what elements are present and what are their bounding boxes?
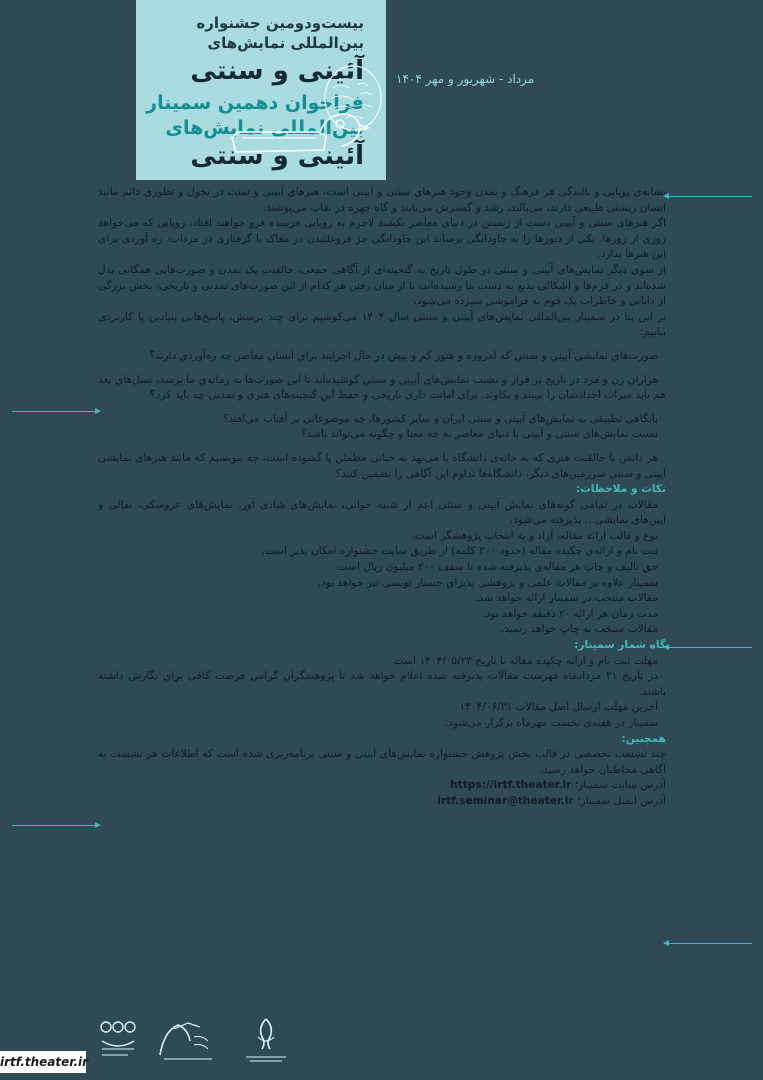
- call-body: [98, 185, 666, 810]
- seminar-call-line3: آئینی و سنتی: [190, 141, 364, 171]
- note-item: ▸ حق تالیف و چاپ هر مقاله‌ی پذیرفته شده تا سقف ۲۰۰ میلیون ریال است.: [98, 560, 666, 576]
- seminar-call-line1: فراخوان دهمین سمینار: [146, 92, 364, 114]
- note-item: ▸ مقالات منتخب به چاپ خواهد رسید.: [98, 622, 666, 638]
- site-watermark: [0, 1051, 89, 1073]
- note-item: ▸ مقالات منتخب در سمینار ارائه خواهد شد.: [98, 591, 666, 607]
- intro-paragraph: بر این بنا در سمینار بین‌المللی نمایش‌های آیینی و سنتی سال ۱۴۰۴ می‌کوشیم برای چند پرسش، پاسخ‌هایی بنیادین یا کاربردی بیابیم:: [98, 310, 666, 339]
- question-item: ▸ هزاران زن و مرد در تاریخ پر فراز و نشیب نمایش‌های آیینی و سنتی کوشیده‌اند تا این صورت‌ها به زمانه‌ی ما برسد، نسل‌های بعد هم باید میراث اجدادشان را ببینند و بکاوند. برای امانت داری تاریخی و حفظ این گنجینه‌های هنری و تمدنی چه باید کرد؟: [98, 373, 666, 404]
- timeline-item: ▸ سمینار در هفته‌ی نخست مهرماه برگزار می‌شود.: [98, 716, 666, 732]
- dramatic-arts-center-logo-icon: [154, 1015, 218, 1063]
- ministry-of-culture-logo-icon: [238, 1015, 294, 1063]
- festival-title-line3: آئینی و سنتی: [190, 56, 364, 86]
- email-link[interactable]: irtf.seminar@theater.ir: [437, 794, 574, 807]
- notes-heading: نکات و ملاحظات:: [575, 483, 666, 496]
- decorative-arrow: [666, 196, 752, 197]
- watermark-text: irtf.theater.ir: [0, 1055, 89, 1069]
- festival-title-line1: بیست‌ودومین جشنواره: [196, 14, 364, 32]
- also-heading: همچنین:: [621, 732, 666, 745]
- intro-paragraph: از سوی دیگر نمایش‌های آیینی و سنتی در طول تاریخ به گنجینه‌ای از آگاهی جمعی، خالقیت یک تمدن و صورت‌هایی همگانی بدل شده‌اند و در فرم‌ها و اشکالی بدیع به دست ما رسیده‌اند، با از میان رفتن هر کدام از این صورت‌های تمدنی و تاریخی، بخش بزرگی از دانایی و خاطرات یک قوم به فراموشی سپرده می‌شود.: [98, 263, 666, 308]
- site-row: [98, 778, 666, 794]
- timeline-item: ▸ مهلت ثبت نام و ارائه چکیده مقاله تا تاریخ ۱۴۰۴/۰۵/۲۳ است.: [98, 654, 666, 670]
- decorative-arrow: [12, 411, 98, 412]
- question-item: ▸ هر دانش یا خالقیت هنری که به خانه‌ی دانشگاه پا می‌نهد به حیاتی مطمئن پا گشوده است، چه بنویسیم که مانند هنرهای نمایشی آیینی و سنتی سرزمین‌های دیگر، دانشگاه‌ها تداوم این آگاهی را تضمین کنند؟: [98, 451, 666, 482]
- festival-title-line2: بین‌المللی نمایش‌های: [207, 34, 364, 52]
- timeline-item: ▸ آخرین مهلت ارسال اصل مقالات ۱۴۰۴/۰۶/۳۱: [98, 700, 666, 716]
- note-item: ▸ ثبت نام و ارائه‌ی چکیده مقاله (حدود ۳۰۰ کلمه) از طریق سایت جشنواره امکان پذیر است.: [98, 544, 666, 560]
- festival-emblem-icon: [98, 1015, 138, 1063]
- decorative-arrow: [12, 825, 98, 826]
- site-label: آدرس سایت سمینار:: [574, 779, 666, 792]
- email-row: [98, 794, 666, 810]
- intro-paragraph: اگر هنرهای سنتی و آیینی دست از زیستن در دنیای معاصر بکشند لاجرم به رویایی فریبنده فرو خواهند افتاد، رویایی که می‌خواهد روزی از روزها، یکی از دیوزها را به جاودانگی برساند این جاودانگی جز فروغلتیدن در مغاک یا گرفتاری در مرداب، ره آوردی برای این هنرها ندارد.: [98, 217, 666, 261]
- intro-paragraph: نشانه‌ی پویایی و بالندگی هر فرهنگ و تمدن وجود هنرهای سنتی و آیینی است، هنرهای آیینی و سنت در تحول و تطوری دائم مانند انسان زیستی طبیعی دارند، می‌بالند، رشد و گسترش می‌یابند و گاه چهره در نقاب می‌پوشند.: [98, 186, 666, 214]
- question-item: ▸ بانگاهی تطبیقی به نمایش‌های آیینی و سنتی ایران و سایر کشورها، چه موضوعاتی بر آفتاب می‌افتد؟: [98, 412, 666, 428]
- decorative-arrow: [666, 943, 752, 944]
- site-link[interactable]: https://irtf.theater.ir: [450, 779, 572, 792]
- note-item: ▸ مقالات در تمامی گونه‌های نمایش آیینی و سنتی اعم از شبیه خوانی، نمایش‌های شادی آور، نمایش‌های عروسکی، نقالی و آیین‌های نمایشی... پذیرفته می‌شود.: [98, 498, 666, 529]
- seminar-call-line2: بین‌المللی نمایش‌های: [165, 117, 364, 139]
- note-item: ▸ سمینار علاوه بر مقالات علمی و پژوهشی پذیرای جستار نویسی نیز خواهد بود.: [98, 576, 666, 592]
- festival-dates: مرداد - شهریور و مهر ۱۴۰۴: [396, 72, 535, 86]
- email-label: آدرس ایمیل سمینار:: [577, 794, 666, 807]
- sponsor-logos: [98, 1015, 318, 1065]
- also-text: چند نشست تخصصی در قالب بخش پژوهش جشنواره نمایش‌های آیینی و سنتی برنامه‌ریزی شده است که اطلاعات هر نشست به آگاهی مخاطبان خواهد رسید.: [98, 748, 666, 776]
- note-item: ▸ مدت زمان هر ارائه ۲۰ دقیقه خواهد بود.: [98, 607, 666, 623]
- decorative-arrow: [666, 647, 752, 648]
- question-item: ▸ صورت‌های نمایشی آیینی و سنتی که امروزه و هنوز کم و بیش در حال اجرایند برای انسان معاصر چه ره‌آوردی دارند؟: [98, 349, 666, 365]
- festival-bird-logo: [228, 58, 383, 158]
- question-item: ▸ نسبت نمایش‌های سنتی و آیینی با دنیای معاصر به چه معنا و چگونه می‌تواند باشد؟: [98, 427, 666, 443]
- timeline-heading: گاه شمار سمینار:: [574, 639, 666, 652]
- note-item: ▸ نوع و قالب ارائه مقاله، آزاد و به انتخاب پژوهشگر است.: [98, 529, 666, 545]
- timeline-item: ▸ در تاریخ ۳۱ مردادماه فهرست مقالات پذیرفته شده اعلام خواهد شد تا پژوهشگران گرامی فرصت کافی برای نگارش داشته باشند.: [98, 669, 666, 700]
